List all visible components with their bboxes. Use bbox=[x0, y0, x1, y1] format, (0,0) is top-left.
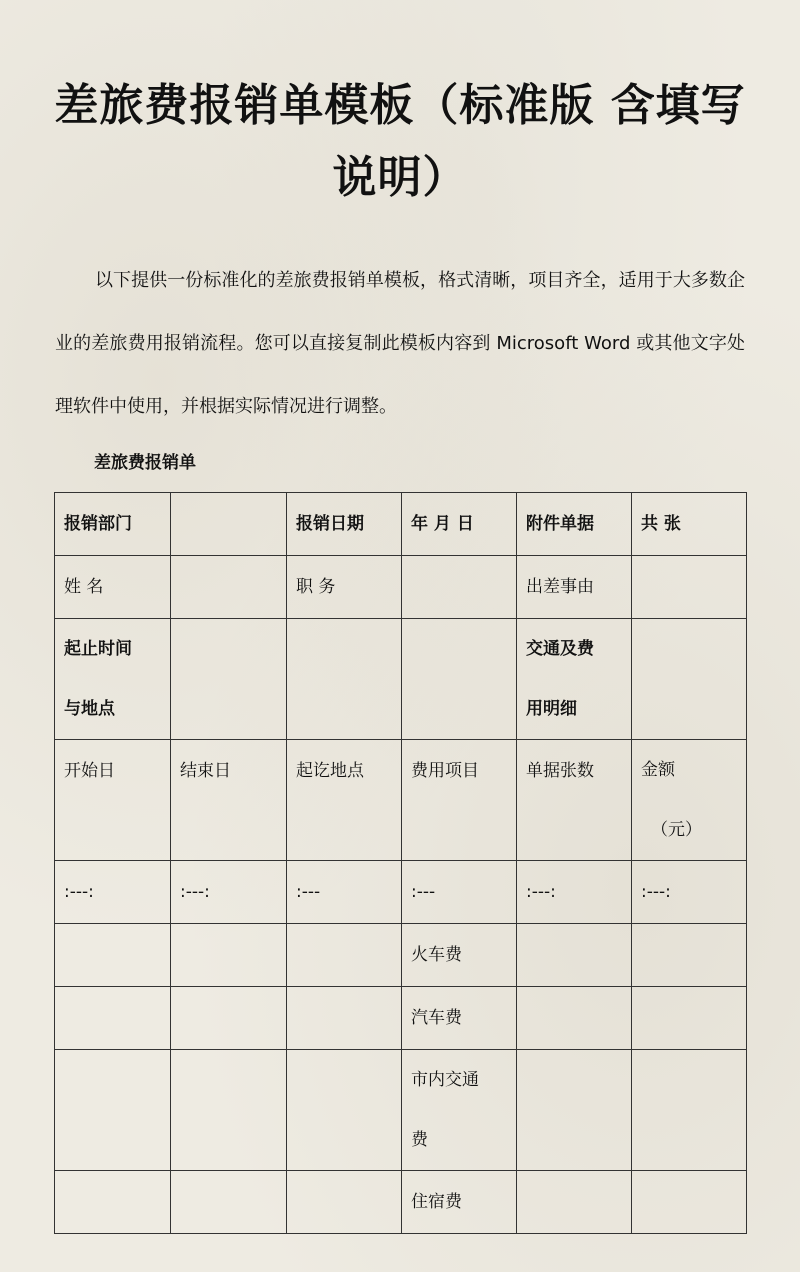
table-cell[interactable] bbox=[517, 924, 632, 987]
start-date-header: 开始日 bbox=[55, 740, 171, 861]
table-cell[interactable] bbox=[287, 619, 402, 740]
table-row bbox=[55, 861, 747, 924]
table-cell[interactable] bbox=[171, 619, 287, 740]
amount-header bbox=[632, 740, 747, 861]
table-cell[interactable] bbox=[55, 987, 171, 1050]
train-fee-label: 火车费 bbox=[402, 924, 517, 987]
fee-detail-label bbox=[517, 619, 632, 740]
time-place-line1: 起止时间 bbox=[64, 639, 132, 659]
fee-detail-line2: 用明细 bbox=[526, 699, 577, 719]
table-cell[interactable] bbox=[517, 987, 632, 1050]
dept-label: 报销部门 bbox=[55, 493, 171, 556]
bus-fee-label: 汽车费 bbox=[402, 987, 517, 1050]
table-cell[interactable] bbox=[402, 619, 517, 740]
table-cell[interactable] bbox=[632, 619, 747, 740]
table-row bbox=[55, 493, 747, 556]
table-cell[interactable] bbox=[287, 924, 402, 987]
form-title: 差旅费报销单 bbox=[94, 453, 196, 473]
table-row bbox=[55, 987, 747, 1050]
table-cell[interactable] bbox=[171, 1050, 287, 1171]
table-cell[interactable] bbox=[287, 1050, 402, 1171]
table-row bbox=[55, 924, 747, 987]
amount-header-unit: （元） bbox=[651, 820, 702, 840]
align-marker: :---: bbox=[517, 861, 632, 924]
date-label: 报销日期 bbox=[287, 493, 402, 556]
local-transport-line1: 市内交通 bbox=[411, 1070, 479, 1090]
align-marker: :---: bbox=[55, 861, 171, 924]
name-label: 姓 名 bbox=[55, 556, 171, 619]
end-date-header: 结束日 bbox=[171, 740, 287, 861]
align-marker: :--- bbox=[402, 861, 517, 924]
position-value[interactable] bbox=[402, 556, 517, 619]
table-cell[interactable] bbox=[171, 924, 287, 987]
position-label: 职 务 bbox=[287, 556, 402, 619]
fee-item-header: 费用项目 bbox=[402, 740, 517, 861]
receipt-count-header: 单据张数 bbox=[517, 740, 632, 861]
intro-paragraph: 以下提供一份标准化的差旅费报销单模板，格式清晰，项目齐全，适用于大多数企业的差旅费用报销流程。您可以直接复制此模板内容到 Microsoft Word 或其他文字处理软件中使用，并根据实际情况进行调整。 bbox=[55, 270, 745, 417]
table-cell[interactable] bbox=[171, 1171, 287, 1234]
table-cell[interactable] bbox=[517, 1050, 632, 1171]
table-row bbox=[55, 619, 747, 740]
table-row bbox=[55, 556, 747, 619]
table-cell[interactable] bbox=[55, 1171, 171, 1234]
name-value[interactable] bbox=[171, 556, 287, 619]
table-cell[interactable] bbox=[287, 987, 402, 1050]
table-cell[interactable] bbox=[632, 987, 747, 1050]
table-cell[interactable] bbox=[632, 1171, 747, 1234]
local-transport-fee-label bbox=[402, 1050, 517, 1171]
route-header: 起讫地点 bbox=[287, 740, 402, 861]
time-place-label bbox=[55, 619, 171, 740]
table-cell[interactable] bbox=[632, 1050, 747, 1171]
fee-detail-line1: 交通及费 bbox=[526, 639, 594, 659]
time-place-line2: 与地点 bbox=[64, 699, 115, 719]
date-value[interactable]: 年 月 日 bbox=[402, 493, 517, 556]
table-cell[interactable] bbox=[55, 1050, 171, 1171]
table-cell[interactable] bbox=[287, 1171, 402, 1234]
local-transport-line2: 费 bbox=[411, 1130, 428, 1150]
align-marker: :---: bbox=[632, 861, 747, 924]
table-cell[interactable] bbox=[55, 924, 171, 987]
table-cell[interactable] bbox=[171, 987, 287, 1050]
lodging-fee-label: 住宿费 bbox=[402, 1171, 517, 1234]
table-row bbox=[55, 740, 747, 861]
dept-value[interactable] bbox=[171, 493, 287, 556]
attachment-count[interactable]: 共 张 bbox=[632, 493, 747, 556]
table-cell[interactable] bbox=[517, 1171, 632, 1234]
table-cell[interactable] bbox=[632, 924, 747, 987]
amount-header-line1: 金额 bbox=[641, 760, 675, 780]
align-marker: :--- bbox=[287, 861, 402, 924]
document-title: 差旅费报销单模板（标准版 含填写说明） bbox=[54, 80, 746, 203]
trip-reason-value[interactable] bbox=[632, 556, 747, 619]
table-row bbox=[55, 1050, 747, 1171]
trip-reason-label: 出差事由 bbox=[517, 556, 632, 619]
expense-form-table bbox=[54, 492, 747, 1234]
attachment-label: 附件单据 bbox=[517, 493, 632, 556]
align-marker: :---: bbox=[171, 861, 287, 924]
table-row bbox=[55, 1171, 747, 1234]
